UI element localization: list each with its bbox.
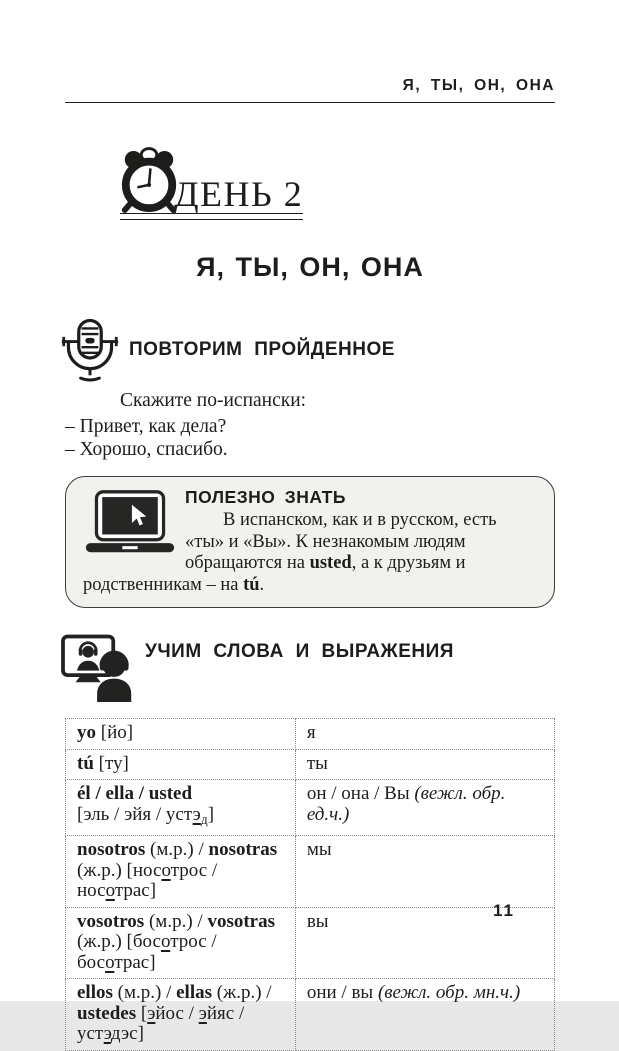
cell-russian: он / она / Вы (вежл. обр. ед.ч.) [295, 780, 554, 836]
tip-title: ПОЛЕЗНО ЗНАТЬ [185, 486, 346, 507]
microphone-icon [60, 317, 120, 383]
cell-russian: они / вы (вежл. обр. мн.ч.) [295, 979, 554, 1051]
table-row [66, 979, 555, 1051]
cell-spanish: tú [ту] [66, 749, 296, 780]
laptop-cursor-icon [84, 489, 176, 555]
table-row [66, 836, 555, 908]
table-row [66, 749, 555, 780]
cell-spanish: yo [йо] [66, 719, 296, 750]
video-call-icon [60, 632, 136, 702]
cell-spanish: vosotros (м.р.) / vosotras (ж.р.) [босотрос / босотрас] [66, 907, 296, 979]
day-heading [118, 146, 303, 220]
dialogue-line: – Привет, как дела? [65, 415, 227, 437]
table-row [66, 719, 555, 750]
running-header: Я, ТЫ, ОН, ОНА [402, 77, 555, 94]
section-vocab-title: УЧИМ СЛОВА И ВЫРАЖЕНИЯ [145, 641, 454, 662]
tip-box [65, 476, 555, 609]
cell-spanish: él / ella / usted [эль / эйя / устэ$_д$] [66, 780, 296, 836]
page-number: 11 [493, 901, 515, 920]
section-review-heading [60, 317, 555, 383]
tip-body: В испанском, как и в русском, есть «ты» и «Вы». К незнакомым людям обращаются на usted, а к друзьям и родственникам – на tú. [83, 510, 497, 595]
cell-spanish: nosotros (м.р.) / nosotras (ж.р.) [носотрос / носотрас] [66, 836, 296, 908]
review-dialogue [65, 415, 555, 461]
cell-russian: вы [295, 907, 554, 979]
table-row [66, 907, 555, 979]
section-review-title: ПОВТОРИМ ПРОЙДЕННОЕ [129, 339, 395, 360]
cell-russian: ты [295, 749, 554, 780]
day-label: ДЕНЬ 2 [174, 174, 304, 215]
section-vocab-heading [60, 632, 555, 702]
alarm-clock-icon [118, 146, 180, 216]
dialogue-line: – Хорошо, спасибо. [65, 438, 228, 460]
cell-russian: я [295, 719, 554, 750]
day-underline [120, 213, 303, 220]
table-row [66, 780, 555, 836]
header-rule [65, 102, 555, 103]
cell-spanish: ellos (м.р.) / ellas (ж.р.) / ustedes [эйос / эйяс / устэдэс] [66, 979, 296, 1051]
vocab-table [65, 718, 555, 1051]
cell-russian: мы [295, 836, 554, 908]
chapter-title: Я, ТЫ, ОН, ОНА [196, 251, 424, 282]
review-prompt: Скажите по-испански: [120, 389, 307, 411]
